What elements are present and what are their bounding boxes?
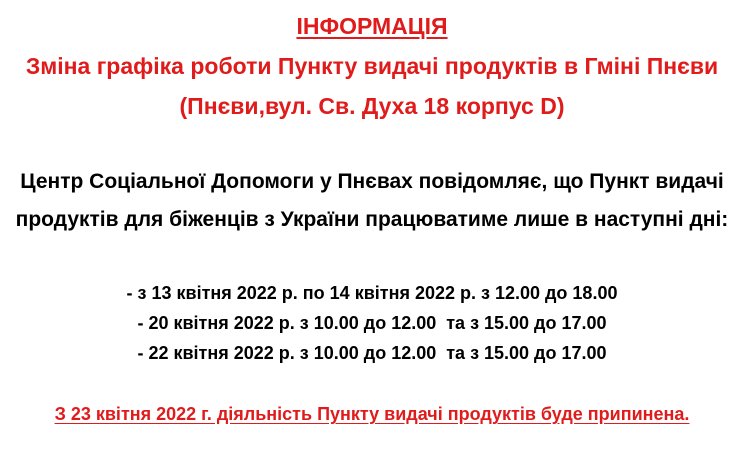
schedule-item-april-20: - 20 квітня 2022 р. з 10.00 до 12.00 та з 15.00 до 17.00: [137, 313, 607, 333]
announcement-line-1: Центр Соціальної Допомоги у Пнєвах повідомляє, що Пункт видачі: [20, 170, 724, 193]
subtitle-line-address: (Пнєви,вул. Св. Духа 18 корпус D): [179, 93, 565, 119]
schedule-item-april-22: - 22 квітня 2022 р. з 10.00 до 12.00 та з 15.00 до 17.00: [137, 343, 607, 363]
subtitle-line-schedule-change: Зміна графіка роботи Пункту видачі продуктів в Гміні Пнєви: [25, 53, 719, 79]
closing-notice: З 23 квітня 2022 г. діяльність Пункту видачі продуктів буде припинена.: [54, 404, 690, 424]
document-subtitle: [0, 46, 744, 126]
schedule-item-april-13-14: - з 13 квітня 2022 р. по 14 квітня 2022 р. з 12.00 до 18.00: [126, 283, 618, 303]
schedule-list: [0, 278, 744, 368]
announcement-paragraph: [0, 163, 744, 239]
document-title: ІНФОРМАЦІЯ: [296, 13, 448, 39]
announcement-line-2: продуктів для біженців з України працюватиме лише в наступні дні:: [15, 208, 729, 231]
